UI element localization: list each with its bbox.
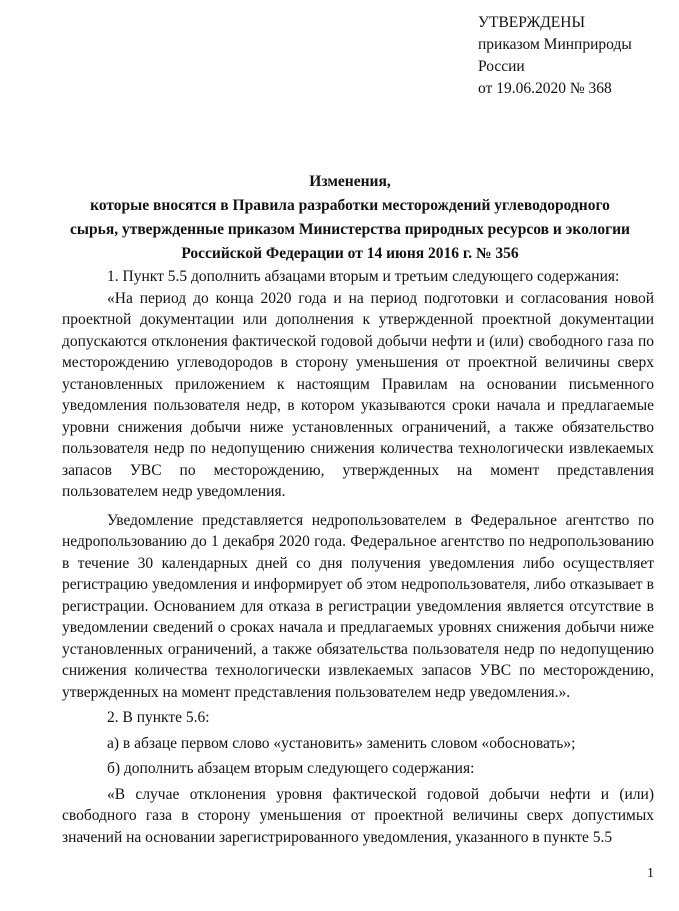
- paragraph-1: 1. Пункт 5.5 дополнить абзацами вторым и третьим следующего содержания:: [107, 268, 620, 285]
- approval-stamp: [478, 12, 632, 100]
- title-line-4: Российской Федерации от 14 июня 2016 г. № 356: [181, 245, 519, 262]
- approval-heading: УТВЕРЖДЕНЫ: [478, 14, 585, 31]
- paragraph-2: «На период до конца 2020 года и на период подготовки и согласования новой проектной документации или дополнения к утвержденной проектной документации допускаются отклонения фактической годовой добычи нефти и (или) свободного газа по месторождению углеводородов в сторону уменьшения от проектной величины сверх установленных приложением к настоящим Правилам на основании письменного уведомления пользователя недр, в котором указываются сроки начала и предлагаемые уровни снижения добычи ниже установленных ограничений, а также обязательство пользователя недр по недопущению снижения количества технологически извлекаемых запасов УВС по месторождению, утвержденных на момент представления пользователем недр уведомления.: [62, 289, 654, 500]
- title-line-1: Изменения,: [309, 173, 391, 190]
- paragraph-4: 2. В пункте 5.6:: [107, 709, 210, 726]
- page-number: 1: [647, 866, 654, 881]
- paragraph-5: а) в абзаце первом слово «установить» заменить словом «обосновать»;: [107, 734, 576, 752]
- paragraph-6: б) дополнить абзацем вторым следующего содержания:: [107, 760, 475, 777]
- approval-country: России: [478, 58, 525, 75]
- paragraph-7: «В случае отклонения уровня фактической годовой добычи нефти и (или) свободного газа в сторону уменьшения от проектной величины сверх допустимых значений на основании зарегистрированного уведомления, указанного в пункте 5.5: [62, 785, 654, 846]
- approval-order: приказом Минприроды: [478, 36, 632, 53]
- document-body: [62, 266, 654, 848]
- document-title: [40, 170, 660, 266]
- paragraph-3: Уведомление представляется недропользователем в Федеральное агентство по недропользованию до 1 декабря 2020 года. Федеральное агентство по недропользованию в течение 30 календарных дней со дня получения уведомления либо осуществляет регистрацию уведомления и информирует об этом недропользователя, либо отказывает в регистрации. Основанием для отказа в регистрации уведомления является отсутствие в уведомлении сведений о сроках начала и предлагаемых уровнях снижения добычи ниже установленных ограничений, а также обязательства пользователя недр по недопущению снижения количества технологически извлекаемых запасов УВС по месторождению, утвержденных на момент представления пользователем недр уведомления.».: [62, 511, 654, 701]
- approval-date: от 19.06.2020 № 368: [478, 80, 612, 97]
- title-line-3: сырья, утвержденные приказом Министерства природных ресурсов и экологии: [70, 221, 630, 238]
- title-line-2: которые вносятся в Правила разработки месторождений углеводородного: [90, 197, 610, 214]
